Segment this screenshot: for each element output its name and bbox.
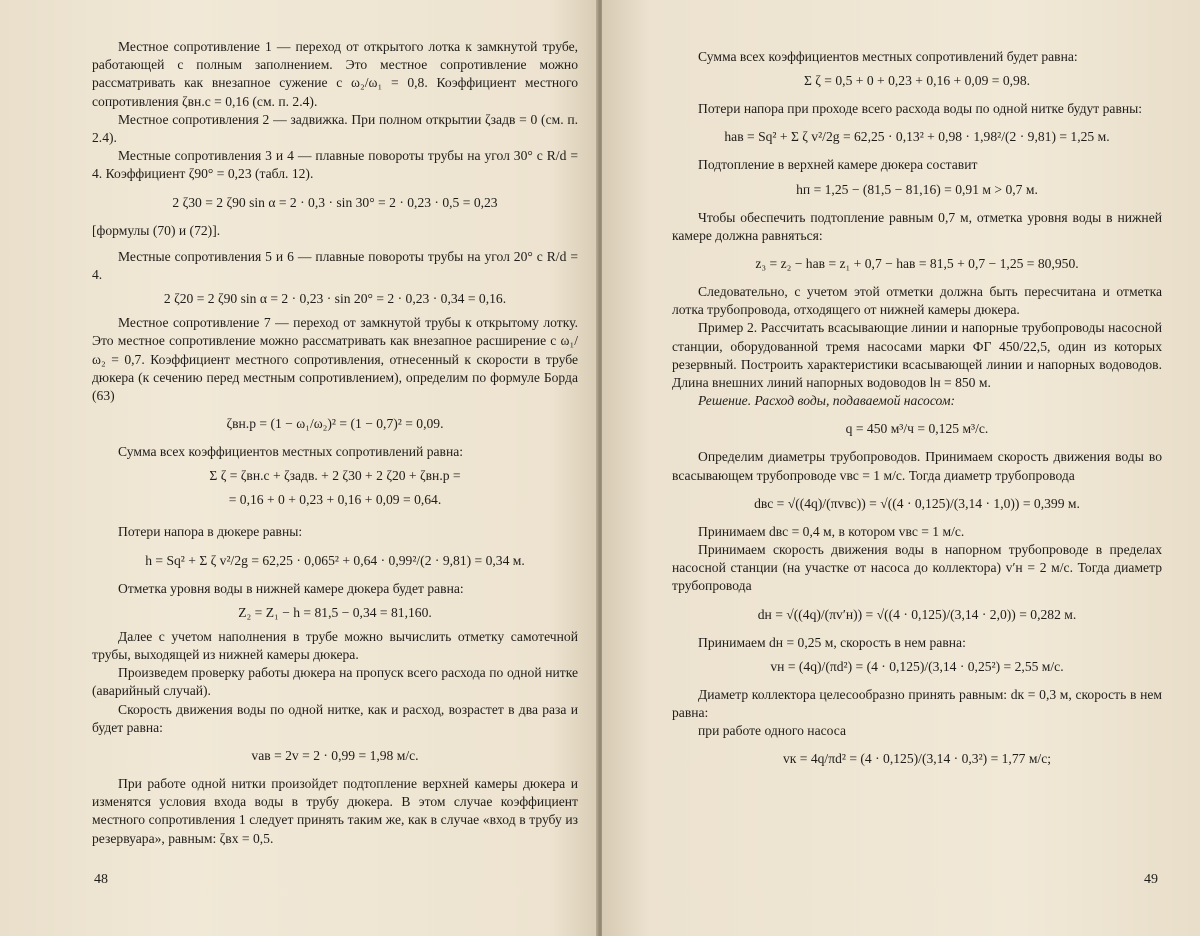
paragraph: Принимаем скорость движения воды в напорном трубопроводе в пределах насосной станции (на участке от насоса до коллектора) v′н = 2 м/с. Тогда диаметр трубопровода	[672, 542, 1162, 594]
formula: dн = √((4q)/(πv′н)) = √((4 · 0,125)/(3,14 · 2,0)) = 0,282 м.	[757, 606, 1077, 622]
formula: vн = (4q)/(πd²) = (4 · 0,125)/(3,14 · 0,25²) = 2,55 м/с.	[770, 658, 1064, 674]
paragraph: Местное сопротивление 1 — переход от открытого лотка к замкнутой трубе, работающей с полным заполнением. Это местное сопротивление можно рассматривать как внезапное сужение с ω₂/ω₁ = 0,8. Коэффициент местного сопротивления ζвн.с = 0,16 (см. п. 2.4).	[92, 39, 578, 109]
paragraph: Принимаем dвс = 0,4 м, в котором vвс = 1 м/с.	[698, 523, 965, 539]
formula: Σ ζ = 0,5 + 0 + 0,23 + 0,16 + 0,09 = 0,98.	[803, 73, 1031, 89]
formula: 2 ζ20 = 2 ζ90 sin α = 2 · 0,23 · sin 20° = 2 · 0,23 · 0,34 = 0,16.	[163, 291, 507, 307]
formula: hп = 1,25 − (81,5 − 81,16) = 0,91 м > 0,7 м.	[796, 181, 1038, 197]
formula: q = 450 м³/ч = 0,125 м³/с.	[845, 421, 989, 437]
paragraph: Решение. Расход воды, подаваемой насосом:	[698, 393, 956, 409]
formula: dвс = √((4q)/(πvвс)) = √((4 · 0,125)/(3,14 · 1,0)) = 0,399 м.	[754, 495, 1080, 511]
paragraph: Местное сопротивление 7 — переход от замкнутой трубы к открытому лотку. Это местное сопротивление можно рассматривать как внезапное расширение с ω₁/ω₂ = 0,7. Коэффициент местного сопротивления, отнесенный к скорости в трубе дюкера (к сечению перед местным сопротивлением), определим по формуле Борда (63)	[92, 315, 578, 404]
formula: h = Sq² + Σ ζ v²/2g = 62,25 · 0,065² + 0,64 · 0,99²/(2 · 9,81) = 0,34 м.	[145, 552, 525, 568]
page-number: 48	[94, 872, 108, 887]
formula: vк = 4q/πd² = (4 · 0,125)/(3,14 · 0,3²) = 1,77 м/с;	[782, 751, 1052, 767]
paragraph: Отметка уровня воды в нижней камере дюкера будет равна:	[118, 580, 464, 596]
paragraph: Чтобы обеспечить подтопление равным 0,7 м, отметка уровня воды в нижней камере должна равняться:	[672, 209, 1162, 243]
paragraph: Потери напора в дюкере равны:	[118, 524, 303, 540]
right-page	[602, 0, 1200, 936]
paragraph: Сумма всех коэффициентов местных сопротивлений будет равна:	[698, 49, 1078, 64]
left-page	[0, 0, 598, 936]
paragraph: Местные сопротивления 5 и 6 — плавные повороты трубы на угол 20° с R/d = 4.	[92, 248, 578, 283]
formula: 2 ζ30 = 2 ζ90 sin α = 2 · 0,3 · sin 30° = 2 · 0,23 · 0,5 = 0,23	[172, 194, 498, 210]
paragraph: Следовательно, с учетом этой отметки должна быть пересчитана и отметка лотка трубопровода, отходящего от нижней камеры дюкера.	[672, 284, 1162, 318]
paragraph: Диаметр коллектора целесообразно принять равным: dк = 0,3 м, скорость в нем равна:	[672, 686, 1162, 721]
paragraph: При работе одной нитки произойдет подтопление верхней камеры дюкера и изменятся условия входа воды в трубу дюкера. В этом случае коэффициент местного сопротивления 1 следует принять таким же, как в случае «вход в трубу из резервуара», равным: ζвх = 0,5.	[92, 776, 578, 846]
paragraph: Местные сопротивления 3 и 4 — плавные повороты трубы на угол 30° с R/d = 4. Коэффициент ζ90° = 0,23 (табл. 12).	[92, 148, 578, 182]
paragraph: Произведем проверку работы дюкера на пропуск всего расхода по одной нитке (аварийный случай).	[92, 665, 578, 699]
paragraph: Подтопление в верхней камере дюкера составит	[698, 157, 978, 173]
paragraph: Определим диаметры трубопроводов. Принимаем скорость движения воды во всасывающем трубопроводе vвс = 1 м/с. Тогда диаметр трубопровода	[672, 449, 1162, 483]
paragraph: Сумма всех коэффициентов местных сопротивлений равна:	[118, 444, 464, 460]
paragraph: Местное сопротивления 2 — задвижка. При полном открытии ζзадв = 0 (см. п. 2.4).	[92, 111, 578, 146]
page-number: 49	[1144, 872, 1158, 887]
paragraph: [формулы (70) и (72)].	[92, 222, 221, 238]
paragraph: Пример 2. Рассчитать всасывающие линии и напорные трубопроводы насосной станции, оборудованной тремя насосами марки ФГ 450/22,5, один из которых резервный. Построить характеристики всасывающей линии и напорных водоводов. Длина внешних линий напорных водоводов lн = 850 м.	[672, 320, 1162, 391]
paragraph: Принимаем dн = 0,25 м, скорость в нем равна:	[698, 634, 966, 650]
formula: z₃ = z₂ − hав = z₁ + 0,7 − hав = 81,5 + 0,7 − 1,25 = 80,950.	[755, 256, 1079, 272]
formula: vав = 2v = 2 · 0,99 = 1,98 м/с.	[251, 748, 419, 764]
formula: Z₂ = Z₁ − h = 81,5 − 0,34 = 81,160.	[238, 604, 432, 620]
paragraph: при работе одного насоса	[698, 723, 847, 739]
formula: hав = Sq² + Σ ζ v²/2g = 62,25 · 0,13² + 0,98 · 1,98²/(2 · 9,81) = 1,25 м.	[724, 129, 1110, 145]
formula: Σ ζ = ζвн.с + ζзадв. + 2 ζ30 + 2 ζ20 + ζвн.р =	[209, 468, 461, 484]
paragraph: Потери напора при проходе всего расхода воды по одной нитке будут равны:	[698, 101, 1143, 117]
paragraph: Скорость движения воды по одной нитке, как и расход, возрастет в два раза и будет равна:	[92, 701, 578, 735]
formula: = 0,16 + 0 + 0,23 + 0,16 + 0,09 = 0,64.	[228, 492, 442, 508]
paragraph: Далее с учетом наполнения в трубе можно вычислить отметку самотечной трубы, выходящей из нижней камеры дюкера.	[92, 628, 578, 663]
formula: ζвн.р = (1 − ω₁/ω₂)² = (1 − 0,7)² = 0,09.	[226, 416, 444, 432]
